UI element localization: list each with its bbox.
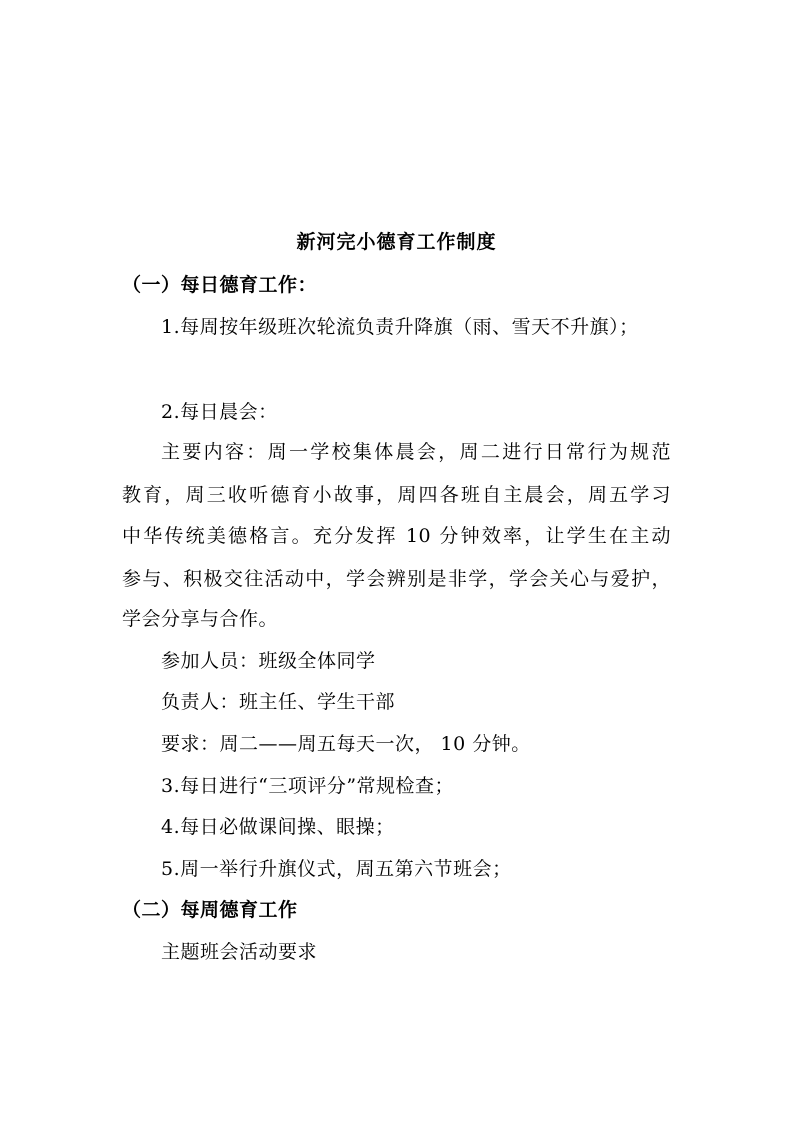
content-line-5: 学会分享与合作。 bbox=[122, 608, 279, 630]
content-line-1: 主要内容：周一学校集体晨会，周二进行日常行为规范 bbox=[161, 441, 671, 463]
theme-class-meeting: 主题班会活动要求 bbox=[161, 941, 318, 963]
content-line-4: 参与、积极交往活动中，学会辨别是非学，学会关心与爱护， bbox=[122, 568, 671, 590]
item-three-scores: 3.每日进行“三项评分”常规检查； bbox=[161, 775, 455, 797]
document-title: 新河完小德育工作制度 bbox=[296, 231, 497, 253]
item-exercises: 4.每日必做课间操、眼操； bbox=[161, 816, 395, 838]
participants-line: 参加人员：班级全体同学 bbox=[161, 650, 376, 672]
item-flag-duty: 1.每周按年级班次轮流负责升降旗（雨、雪天不升旗）； bbox=[161, 316, 639, 338]
item-morning-meeting: 2.每日晨会： bbox=[161, 401, 278, 423]
content-line-3: 中华传统美德格言。充分发挥 10 分钟效率，让学生在主动 bbox=[122, 525, 671, 547]
item-flag-ceremony: 5.周一举行升旗仪式，周五第六节班会； bbox=[161, 858, 512, 880]
responsible-line: 负责人：班主任、学生干部 bbox=[161, 691, 396, 713]
content-line-2: 教育，周三收听德育小故事，周四各班自主晨会，周五学习 bbox=[122, 484, 671, 506]
section-heading-weekly: （二）每周德育工作 bbox=[122, 899, 298, 921]
requirement-line: 要求：周二——周五每天一次， 10 分钟。 bbox=[161, 733, 531, 755]
section-heading-daily: （一）每日德育工作： bbox=[122, 274, 318, 296]
